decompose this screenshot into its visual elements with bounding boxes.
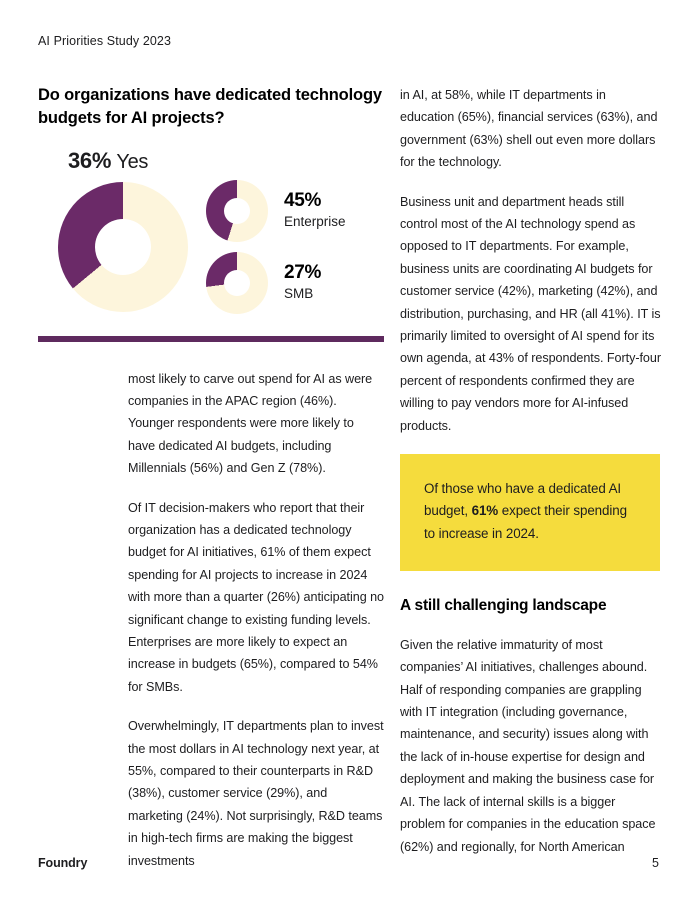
donut-mini-group: [206, 180, 346, 324]
paragraph: Given the relative immaturity of most companies’ AI initiatives, challenges abound. Half of responding companies are grappling with IT integration (including governance, maintenance, and security) issues along with the lack of in-house expertise for design and deployment and making the business case for AI. The lack of internal skills is a bigger problem for companies in the education space (62%) and regionally, for North American: [400, 637, 656, 854]
paragraph: Overwhelmingly, IT departments plan to invest the most dollars in AI technology next year, at 55%, compared to their counterparts in R&D (38%), customer service (29%), and marketing (24%). Not surprisingly, R&D teams in high-tech firms are making the biggest investments: [128, 719, 384, 868]
donut-main-percent: 36%: [68, 147, 112, 173]
donut-enterprise-text: [284, 190, 346, 230]
left-column-body: [128, 368, 384, 873]
paragraph: Of IT decision-makers who report that their organization has a dedicated technology budget for AI initiatives, 61% of them expect spending for AI projects to increase in 2024 with more than a quarter (26%) anticipating no significant change to existing funding levels. Enterprises are more likely to expect an increase in budgets (65%), compared to 54% for SMBs.: [128, 500, 385, 694]
donut-main-label: [68, 148, 384, 174]
donut-chart-enterprise: [206, 180, 268, 242]
paragraph: in AI, at 58%, while IT departments in education (65%), financial services (63%), and government (63%) shell out even more dollars for the technology.: [400, 88, 658, 170]
section-divider: [38, 336, 384, 342]
donut-enterprise-name: Enterprise: [284, 214, 346, 230]
donut-enterprise-percent: 45%: [284, 190, 322, 212]
page-footer: [38, 856, 659, 870]
paragraph: most likely to carve out spend for AI as were companies in the APAC region (46%). Younger respondents were more likely to have dedicated AI budgets, including Millennials (56%) and Gen Z (78%).: [128, 371, 373, 476]
callout-part-2: expect their spending to increase in 2024.: [424, 503, 627, 541]
section-subhead: A still challenging landscape: [400, 596, 607, 614]
donut-smb-name: SMB: [284, 286, 314, 302]
footer-brand: Foundry: [38, 856, 88, 870]
callout-box: [400, 454, 660, 571]
donut-smb-percent: 27%: [284, 262, 322, 284]
paragraph: Business unit and department heads still control most of the AI technology spend as opposed to IT departments. For example, business units are coordinating AI budgets for customer service (42%), marketing (42%), and distribution, purchasing, and HR (all 41%). IT is primarily limited to oversight of AI spend for its own agenda, at 43% of respondents. Forty-four percent of respondents confirmed they are willing to pay vendors more for AI-infused products.: [400, 194, 661, 433]
donut-item-smb: [206, 252, 346, 314]
callout-highlight: 61%: [471, 503, 499, 519]
callout-part-1: Of those who have a dedicated AI budget,: [424, 481, 622, 519]
running-head: AI Priorities Study 2023: [38, 34, 172, 48]
page-headline: Do organizations have dedicated technology budgets for AI projects?: [38, 86, 382, 127]
left-column: [38, 84, 384, 872]
donut-smb-text: [284, 262, 321, 302]
right-column: [400, 84, 662, 858]
donut-chart-smb: [206, 252, 268, 314]
donut-chart-yes: [58, 182, 188, 312]
donut-item-enterprise: [206, 180, 346, 242]
callout-text: [424, 478, 636, 545]
footer-page-number: 5: [652, 856, 659, 870]
donut-chart-group: [38, 182, 384, 322]
donut-main-word: Yes: [116, 150, 149, 173]
